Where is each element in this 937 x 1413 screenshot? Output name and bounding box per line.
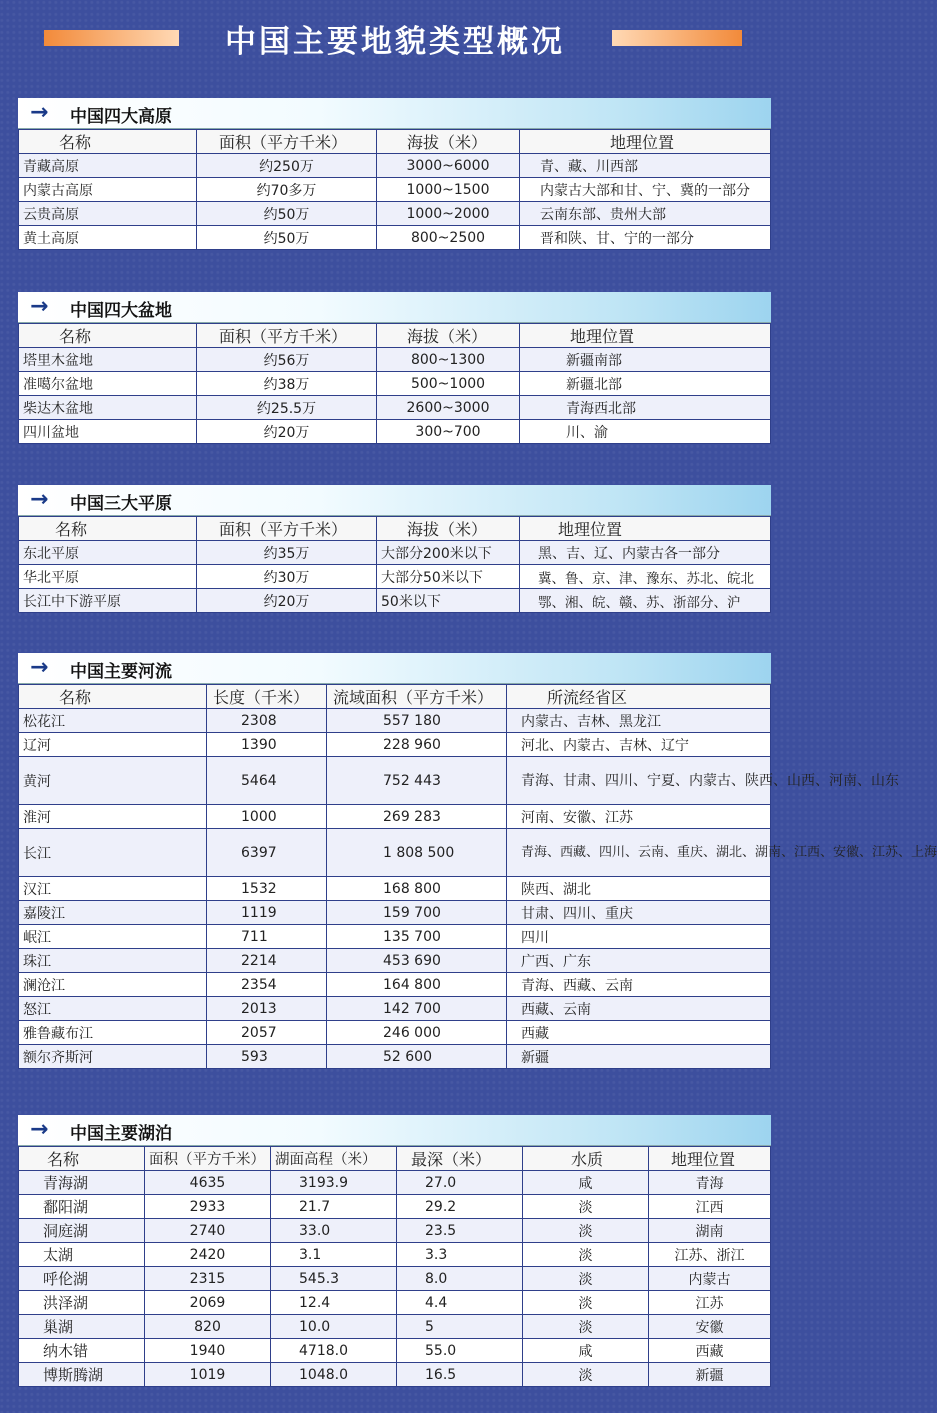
col-header: 湖面高程（米） [271,1147,397,1171]
section-lakes [18,1115,771,1387]
cell-name: 怒江 [19,997,207,1021]
cell-location: 新疆南部 [520,348,771,372]
cell-location: 西藏 [649,1339,771,1363]
cell-name: 嘉陵江 [19,901,207,925]
cell-area: 约70多万 [197,178,377,202]
cell-name: 长江 [19,829,207,877]
cell-area: 约38万 [197,372,377,396]
cell-altitude: 800~2500 [377,226,520,250]
table-row [19,733,771,757]
cell-area: 4635 [145,1171,271,1195]
table-row [19,226,771,250]
cell-location: 黑、吉、辽、内蒙古各一部分 [520,541,771,565]
table-row [19,178,771,202]
cell-provinces: 河南、安徽、江苏 [507,805,771,829]
table-row [19,589,771,613]
section-title: 中国三大平原 [70,494,172,514]
cell-name: 塔里木盆地 [19,348,197,372]
table-header-row [19,324,771,348]
cell-area: 约20万 [197,589,377,613]
cell-basin-area: 52 600 [327,1045,507,1069]
cell-basin-area: 164 800 [327,973,507,997]
cell-altitude: 大部分200米以下 [377,541,520,565]
cell-name: 鄱阳湖 [19,1195,145,1219]
cell-area: 2069 [145,1291,271,1315]
col-header: 地理位置 [649,1147,771,1171]
cell-altitude: 500~1000 [377,372,520,396]
arrow-right-icon: → [30,1117,49,1142]
page-header [0,14,790,64]
cell-depth: 5 [397,1315,523,1339]
cell-depth: 8.0 [397,1267,523,1291]
cell-name: 青海湖 [19,1171,145,1195]
cell-basin-area: 168 800 [327,877,507,901]
section-plateaus [18,98,771,250]
cell-location: 青海 [649,1171,771,1195]
cell-location: 内蒙古 [649,1267,771,1291]
table-row [19,1219,771,1243]
cell-length: 2354 [207,973,327,997]
section-header [18,1115,771,1146]
cell-water-quality: 淡 [523,1219,649,1243]
cell-depth: 16.5 [397,1363,523,1387]
cell-name: 博斯腾湖 [19,1363,145,1387]
cell-water-quality: 淡 [523,1195,649,1219]
plateaus-table [18,129,771,250]
cell-name: 巢湖 [19,1315,145,1339]
cell-name: 额尔齐斯河 [19,1045,207,1069]
section-title: 中国主要湖泊 [70,1124,172,1144]
col-header: 名称 [19,324,197,348]
cell-area: 820 [145,1315,271,1339]
table-row [19,1291,771,1315]
cell-basin-area: 453 690 [327,949,507,973]
cell-length: 6397 [207,829,327,877]
table-row [19,1243,771,1267]
cell-length: 1390 [207,733,327,757]
col-header: 最深（米） [397,1147,523,1171]
cell-location: 内蒙古大部和甘、宁、冀的一部分 [520,178,771,202]
cell-length: 2214 [207,949,327,973]
table-row [19,1045,771,1069]
cell-depth: 29.2 [397,1195,523,1219]
table-row [19,541,771,565]
cell-length: 2013 [207,997,327,1021]
cell-name: 松花江 [19,709,207,733]
cell-elevation: 12.4 [271,1291,397,1315]
table-row [19,997,771,1021]
cell-provinces: 河北、内蒙古、吉林、辽宁 [507,733,771,757]
cell-elevation: 33.0 [271,1219,397,1243]
cell-basin-area: 269 283 [327,805,507,829]
table-row [19,973,771,997]
plains-table [18,516,771,613]
cell-area: 约35万 [197,541,377,565]
section-basins [18,292,771,444]
cell-name: 长江中下游平原 [19,589,197,613]
cell-depth: 4.4 [397,1291,523,1315]
cell-name: 太湖 [19,1243,145,1267]
col-header: 地理位置 [520,130,771,154]
cell-location: 川、渝 [520,420,771,444]
cell-area: 约25.5万 [197,396,377,420]
cell-basin-area: 557 180 [327,709,507,733]
cell-length: 1000 [207,805,327,829]
cell-name: 岷江 [19,925,207,949]
cell-length: 1532 [207,877,327,901]
table-row [19,877,771,901]
arrow-right-icon: → [30,655,49,680]
page-title: 中国主要地貌类型概况 [225,24,565,60]
cell-area: 1019 [145,1363,271,1387]
section-rivers [18,653,937,1069]
cell-length: 2308 [207,709,327,733]
cell-location: 江苏、浙江 [649,1243,771,1267]
cell-location: 鄂、湘、皖、赣、苏、浙部分、沪 [520,589,771,613]
table-header-row [19,1147,771,1171]
cell-name: 四川盆地 [19,420,197,444]
cell-name: 汉江 [19,877,207,901]
table-row [19,420,771,444]
table-row [19,1363,771,1387]
cell-elevation: 10.0 [271,1315,397,1339]
cell-altitude: 2600~3000 [377,396,520,420]
table-row [19,1195,771,1219]
basins-table [18,323,771,444]
cell-area: 约50万 [197,226,377,250]
table-row [19,1315,771,1339]
col-header: 地理位置 [520,517,771,541]
section-header [18,653,771,684]
cell-provinces: 四川 [507,925,771,949]
cell-name: 珠江 [19,949,207,973]
cell-depth: 27.0 [397,1171,523,1195]
cell-name: 辽河 [19,733,207,757]
cell-location: 湖南 [649,1219,771,1243]
col-header: 海拔（米） [377,130,520,154]
cell-name: 内蒙古高原 [19,178,197,202]
decorative-bar-left [44,30,179,46]
cell-provinces: 陕西、湖北 [507,877,771,901]
cell-name: 云贵高原 [19,202,197,226]
cell-location: 新疆北部 [520,372,771,396]
cell-name: 淮河 [19,805,207,829]
table-row [19,1021,771,1045]
table-row [19,372,771,396]
col-header: 面积（平方千米） [145,1147,271,1171]
rivers-table [18,684,937,1069]
decorative-bar-right [612,30,742,46]
cell-altitude: 300~700 [377,420,520,444]
cell-basin-area: 142 700 [327,997,507,1021]
cell-depth: 3.3 [397,1243,523,1267]
table-row [19,154,771,178]
cell-location: 青海西北部 [520,396,771,420]
cell-location: 新疆 [649,1363,771,1387]
cell-area: 约250万 [197,154,377,178]
cell-elevation: 21.7 [271,1195,397,1219]
section-title: 中国四大盆地 [70,301,172,321]
col-header: 面积（平方千米） [197,324,377,348]
cell-name: 雅鲁藏布江 [19,1021,207,1045]
col-header: 面积（平方千米） [197,130,377,154]
table-row [19,396,771,420]
cell-area: 2420 [145,1243,271,1267]
col-header: 名称 [19,685,207,709]
cell-area: 1940 [145,1339,271,1363]
cell-location: 青、藏、川西部 [520,154,771,178]
cell-name: 青藏高原 [19,154,197,178]
cell-location: 江西 [649,1195,771,1219]
cell-basin-area: 135 700 [327,925,507,949]
table-row [19,901,771,925]
cell-water-quality: 淡 [523,1315,649,1339]
arrow-right-icon: → [30,294,49,319]
col-header: 名称 [19,517,197,541]
table-header-row [19,130,771,154]
table-row [19,949,771,973]
col-header: 面积（平方千米） [197,517,377,541]
table-row [19,829,771,877]
cell-water-quality: 淡 [523,1291,649,1315]
cell-area: 2740 [145,1219,271,1243]
cell-name: 洞庭湖 [19,1219,145,1243]
cell-depth: 23.5 [397,1219,523,1243]
section-title: 中国四大高原 [70,107,172,127]
cell-elevation: 1048.0 [271,1363,397,1387]
cell-basin-area: 159 700 [327,901,507,925]
table-row [19,709,771,733]
cell-area: 2315 [145,1267,271,1291]
cell-name: 澜沧江 [19,973,207,997]
cell-basin-area: 246 000 [327,1021,507,1045]
cell-name: 华北平原 [19,565,197,589]
cell-name: 东北平原 [19,541,197,565]
cell-name: 纳木错 [19,1339,145,1363]
col-header: 水质 [523,1147,649,1171]
cell-location: 晋和陕、甘、宁的一部分 [520,226,771,250]
cell-location: 安徽 [649,1315,771,1339]
cell-location: 冀、鲁、京、津、豫东、苏北、皖北 [520,565,771,589]
cell-basin-area: 752 443 [327,757,507,805]
cell-basin-area: 228 960 [327,733,507,757]
cell-location: 江苏 [649,1291,771,1315]
col-header: 长度（千米） [207,685,327,709]
cell-altitude: 800~1300 [377,348,520,372]
cell-elevation: 3.1 [271,1243,397,1267]
section-plains [18,485,771,613]
cell-area: 约50万 [197,202,377,226]
cell-area: 约30万 [197,565,377,589]
cell-provinces: 广西、广东 [507,949,771,973]
cell-basin-area: 1 808 500 [327,829,507,877]
cell-altitude: 1000~2000 [377,202,520,226]
cell-provinces: 青海、西藏、四川、云南、重庆、湖北、湖南、江西、安徽、江苏、上海 [507,829,771,877]
section-header [18,292,771,323]
cell-altitude: 3000~6000 [377,154,520,178]
table-header-row [19,517,771,541]
col-header: 名称 [19,130,197,154]
cell-length: 711 [207,925,327,949]
cell-provinces: 西藏、云南 [507,997,771,1021]
table-row [19,925,771,949]
cell-provinces: 内蒙古、吉林、黑龙江 [507,709,771,733]
section-header [18,98,771,129]
cell-area: 约56万 [197,348,377,372]
cell-area: 2933 [145,1195,271,1219]
cell-name: 洪泽湖 [19,1291,145,1315]
cell-water-quality: 咸 [523,1339,649,1363]
table-row [19,202,771,226]
cell-name: 柴达木盆地 [19,396,197,420]
col-header: 名称 [19,1147,145,1171]
cell-water-quality: 淡 [523,1363,649,1387]
cell-provinces: 新疆 [507,1045,771,1069]
section-title: 中国主要河流 [70,662,172,682]
cell-provinces: 甘肃、四川、重庆 [507,901,771,925]
cell-elevation: 3193.9 [271,1171,397,1195]
cell-elevation: 4718.0 [271,1339,397,1363]
arrow-right-icon: → [30,100,49,125]
cell-name: 准噶尔盆地 [19,372,197,396]
cell-area: 约20万 [197,420,377,444]
cell-water-quality: 淡 [523,1267,649,1291]
cell-elevation: 545.3 [271,1267,397,1291]
cell-depth: 55.0 [397,1339,523,1363]
col-header: 流域面积（平方千米） [327,685,507,709]
cell-water-quality: 淡 [523,1243,649,1267]
col-header: 海拔（米） [377,517,520,541]
cell-length: 2057 [207,1021,327,1045]
cell-altitude: 50米以下 [377,589,520,613]
section-header [18,485,771,516]
table-row [19,348,771,372]
cell-provinces: 青海、西藏、云南 [507,973,771,997]
table-row [19,1267,771,1291]
table-header-row [19,685,771,709]
col-header: 地理位置 [520,324,771,348]
cell-name: 黄土高原 [19,226,197,250]
cell-length: 5464 [207,757,327,805]
cell-altitude: 大部分50米以下 [377,565,520,589]
cell-water-quality: 咸 [523,1171,649,1195]
table-row [19,565,771,589]
table-row [19,1339,771,1363]
cell-provinces: 西藏 [507,1021,771,1045]
cell-length: 593 [207,1045,327,1069]
table-row [19,1171,771,1195]
lakes-table [18,1146,771,1387]
col-header: 海拔（米） [377,324,520,348]
table-row [19,805,771,829]
cell-altitude: 1000~1500 [377,178,520,202]
cell-provinces: 青海、甘肃、四川、宁夏、内蒙古、陕西、山西、河南、山东 [507,757,771,805]
cell-length: 1119 [207,901,327,925]
cell-name: 呼伦湖 [19,1267,145,1291]
arrow-right-icon: → [30,487,49,512]
table-row [19,757,771,805]
cell-location: 云南东部、贵州大部 [520,202,771,226]
col-header: 所流经省区 [507,685,771,709]
cell-name: 黄河 [19,757,207,805]
